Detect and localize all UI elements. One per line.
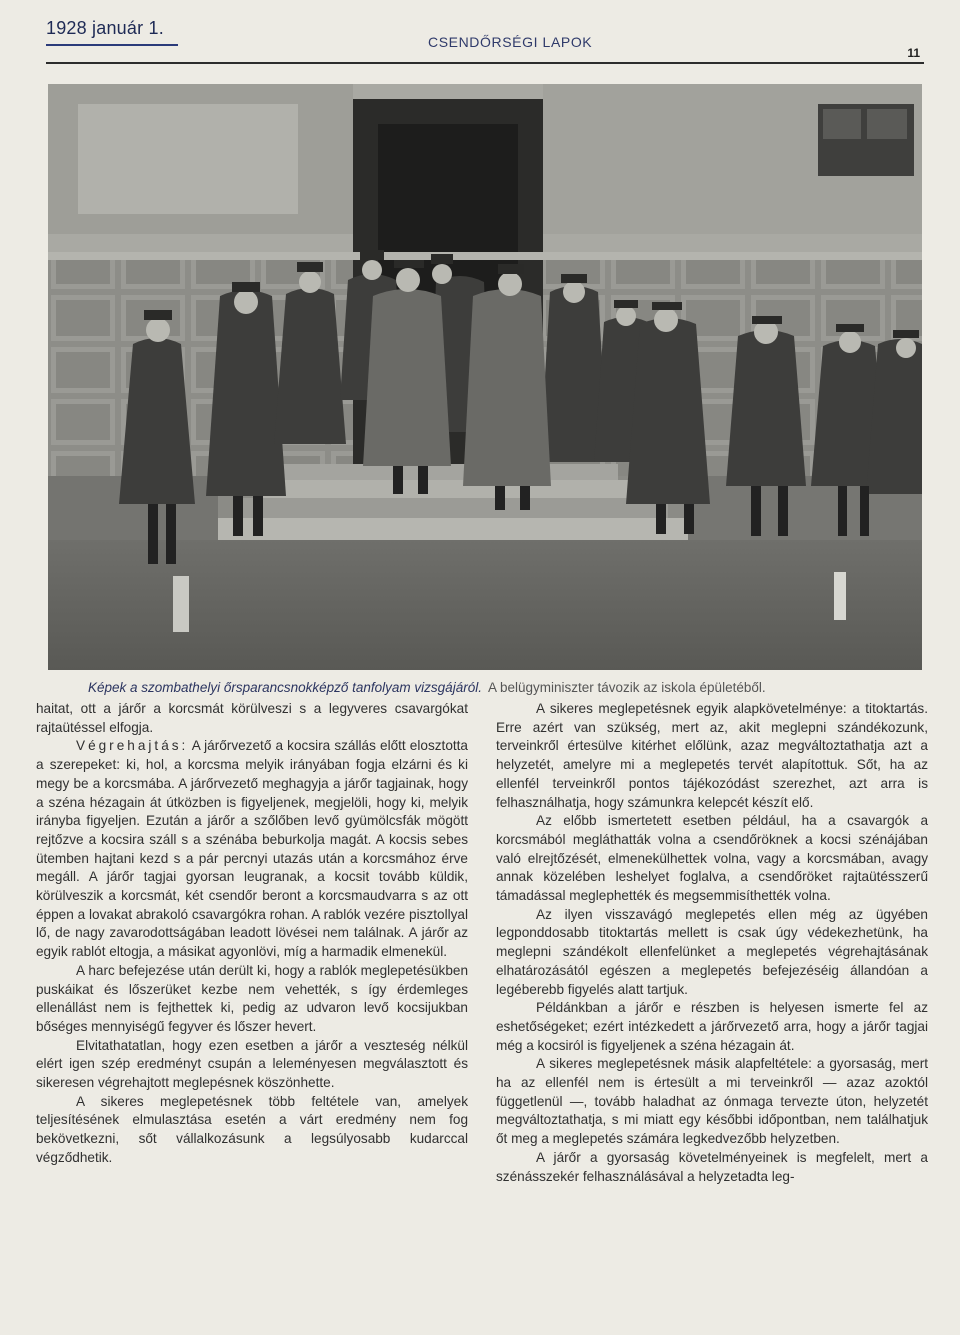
right-paragraph-4: Példánkban a járőr e részben is helyesen ismerte fel az eshetőségeket; ezért intézkedett a járőrvezető arra, hogy a járőr tagjai még a kocsiról is figyeljenek a széna hézagain át. bbox=[496, 1000, 928, 1053]
group-photo-illustration bbox=[48, 84, 922, 670]
left-column bbox=[36, 700, 468, 1168]
left-paragraph-4: Elvitathatatlan, hogy ezen esetben a járőr a veszteség nélkül elért igen szép eredményt csupán a leleményesen megválasztott és sikeresen végrehajtott meglepésnek köszönhette. bbox=[36, 1037, 468, 1091]
header-rule bbox=[46, 62, 924, 64]
caption-plain: A belügyminiszter távozik az iskola épületéből. bbox=[487, 680, 766, 695]
left-paragraph-2-text: A járőrvezető a kocsira szállás előtt elosztotta a szerepeket: ki, hol, a korcsma melyik irányában fogja elzárni és ki megy be a korcsmába. A járőrvezető meghagyja a járőr tagjainak, hogy a széna hézagain át útközben is figyeljenek, megjelöli, hogy ki, melyik irányba figyeljen. Ezután a járőr a szőlőben levő gyümölcsfák mögött rejtőzve a kocsira száll s a szénába beburkolja magát. A kocsis sebes ütemben hajtani kezd s a pár percnyi utazás után a korcsmához érve megáll. A járőr tagjai gyorsan leugranak, a kocsit tovább küldik, körülveszik a korcsmát, két csendőr beront a korcsmaudvarra s az ott éppen a lovakat abrakoló csavargókra rohan. A rablók vezére pisztollyal lő, de nagy zavarodottságában leadott lövései nem találnak. A járőr az egyik rablót eltogja, a másikat agyonlövi, míg a harmadik elmenekül. bbox=[36, 738, 468, 960]
right-paragraph-3: Az ilyen visszavágó meglepetés ellen még az ügyében legponddosabb titoktartás mellett is csak úgy védekezhetünk, ha meglepni szándékolt ellenfelünket a meglepetés végrehajtásának elhatározásától egészen a meglepetés befejezéséig állandóan a legéberebb figyelés alatt tartjuk. bbox=[496, 906, 928, 997]
issue-date-text: 1928 január 1. bbox=[46, 18, 164, 38]
right-paragraph-1: A sikeres meglepetésnek egyik alapkövetelménye: a titoktartás. Erre azért van szükség, mert az, akit meglepni szándékozunk, terveinkről értesülve kitérhet előlünk, azaz megváltoztathatja azt a helyzetét, amelyre mi a meglepetés tervét alapítottuk. Sőt, ha az ellenfél terveinkről pontos tájékozódást szerezhet, azt arra is felhasználhatja, hogy számunkra kelepcét készít elő. bbox=[496, 701, 928, 810]
left-paragraph-1: haitat, ott a járőr a korcsmát körülveszi s a legyveres csavargókat rajtaütéssel elfogja. bbox=[36, 701, 468, 735]
caption-italic: Képek a szombathelyi őrsparancsnokképző tanfolyam vizsgájáról. bbox=[88, 680, 482, 695]
left-paragraph-3: A harc befejezése után derült ki, hogy a rablók meglepetésükben puskáikat és lőszerüket kezbe nem vehették, s így érdemleges ellenállást nem is fejthettek ki, pedig az udvaron levő kocsijukban bőséges mennyiségű fegyver és lőszer hevert. bbox=[36, 962, 468, 1034]
left-paragraph-5: A sikeres meglepetésnek több feltétele van, amelyek teljesítésének elmulasztása esetén a várt eredmény nem fog bekövetkezni, sőt vállalkozásunk a legsúlyosabb kudarccal végződhetik. bbox=[36, 1093, 468, 1165]
page-number: 11 bbox=[907, 46, 920, 60]
right-column bbox=[496, 700, 928, 1186]
journal-title: CSENDŐRSÉGI LAPOK bbox=[428, 34, 593, 50]
right-paragraph-5: A sikeres meglepetésnek másik alapfeltétele: a gyorsaság, mert ha az ellenfél nem is értesült a mi terveinkről — azaz azoktól függetlenül —, tovább haladhat az ónmaga tervezte úton, helyzetét megváltoztathatja, s mi miatt egy későbbi időpontban, nem találhatjuk őt meg a meglepetés számára legkedvezőbb helyzetben. bbox=[496, 1056, 928, 1147]
right-paragraph-2: Az előbb ismertetett esetben például, ha a csavargók a korcsmából megláthatták volna a csendőröknek a kocsi szénájában való elrejtőzését, elmenekülhettek volna, vagy a korcsmában, avagy annak közelében leshelyet foglalva, a csendőröket rajtaütésszerű támadással meglephették és megsemmisíthették volna. bbox=[496, 813, 928, 904]
issue-date bbox=[46, 18, 164, 39]
group-photo bbox=[48, 84, 922, 670]
section-heading: Végrehajtás: bbox=[76, 738, 189, 754]
date-underline bbox=[46, 44, 178, 46]
photo-caption bbox=[88, 680, 918, 695]
left-paragraph-2 bbox=[36, 737, 468, 961]
right-paragraph-6: A járőr a gyorsaság követelményeinek is megfelelt, mert a szénásszekér felhasználásával a helyzetadta leg- bbox=[496, 1149, 928, 1184]
